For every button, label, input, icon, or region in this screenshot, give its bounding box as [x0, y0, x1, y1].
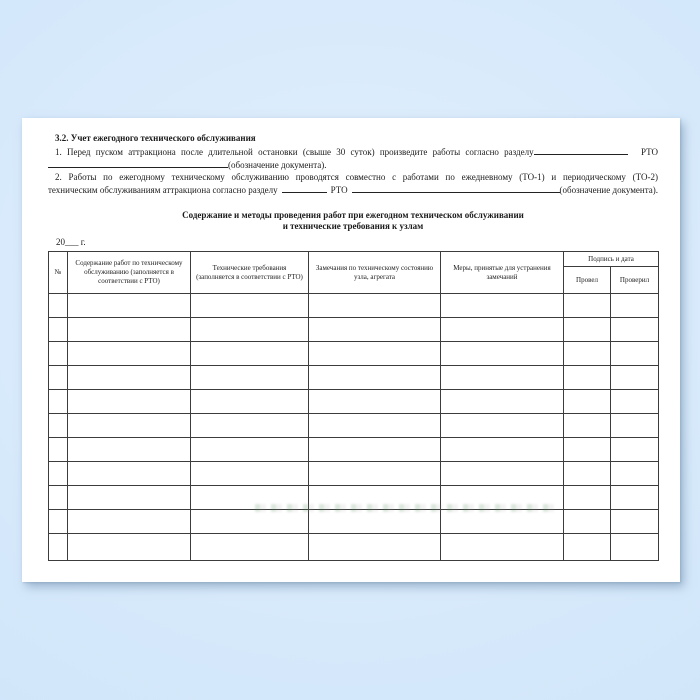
table-empty-cell — [191, 366, 309, 390]
table-empty-cell — [441, 318, 564, 342]
table-empty-cell — [49, 414, 68, 438]
fill-in-blank — [282, 183, 327, 193]
table-empty-cell — [49, 510, 68, 534]
table-empty-cell — [441, 510, 564, 534]
table-empty-cell — [611, 414, 659, 438]
document-designation-label: (обозначение документа). — [559, 185, 658, 195]
table-empty-cell — [191, 342, 309, 366]
table-empty-cell — [611, 318, 659, 342]
col-header-measures: Меры, принятые для устранения замечаний — [441, 252, 564, 294]
year-label: 20___ г. — [56, 236, 86, 247]
paragraph-2-text-cont: техническим обслуживаниям аттракциона согласно разделу — [48, 185, 278, 195]
table-empty-cell — [564, 510, 611, 534]
table-body — [49, 294, 659, 561]
table-empty-cell — [611, 438, 659, 462]
table-empty-row — [49, 534, 659, 561]
table-empty-cell — [564, 294, 611, 318]
table-empty-cell — [49, 294, 68, 318]
table-empty-row — [49, 510, 659, 534]
table-empty-cell — [68, 390, 191, 414]
rto-label: РТО — [330, 185, 348, 195]
fill-in-blank — [534, 145, 628, 155]
table-empty-cell — [441, 534, 564, 561]
table-empty-cell — [68, 486, 191, 510]
table-empty-cell — [309, 438, 441, 462]
col-header-checked: Проверил — [611, 267, 659, 294]
table-empty-cell — [441, 366, 564, 390]
table-empty-cell — [309, 366, 441, 390]
table-empty-cell — [441, 486, 564, 510]
table-empty-row — [49, 366, 659, 390]
table-title-line-2: и технические требования к узлам — [282, 221, 424, 231]
table-empty-row — [49, 342, 659, 366]
table-empty-cell — [441, 294, 564, 318]
table-empty-cell — [68, 366, 191, 390]
table-empty-cell — [564, 486, 611, 510]
col-header-performed: Провел — [564, 267, 611, 294]
table-empty-cell — [49, 318, 68, 342]
table-empty-cell — [68, 438, 191, 462]
paragraph-2-line-1 — [48, 172, 658, 184]
table-empty-cell — [191, 318, 309, 342]
table-empty-cell — [49, 462, 68, 486]
section-heading: 3.2. Учет ежегодного технического обслуживания — [55, 133, 256, 143]
table-empty-cell — [309, 486, 441, 510]
table-empty-cell — [191, 390, 309, 414]
table-empty-row — [49, 318, 659, 342]
table-empty-cell — [564, 342, 611, 366]
table-header — [49, 252, 659, 294]
table-empty-cell — [611, 462, 659, 486]
table-empty-cell — [441, 390, 564, 414]
table-empty-cell — [309, 390, 441, 414]
document-designation-label: (обозначение документа). — [228, 160, 327, 170]
table-empty-cell — [68, 414, 191, 438]
table-empty-cell — [611, 486, 659, 510]
table-empty-cell — [611, 534, 659, 561]
table-empty-cell — [191, 510, 309, 534]
table-empty-cell — [564, 366, 611, 390]
table-empty-cell — [309, 414, 441, 438]
col-header-remarks: Замечания по техническому состоянию узла, агрегата — [309, 252, 441, 294]
table-empty-cell — [564, 390, 611, 414]
table-empty-cell — [68, 462, 191, 486]
table-empty-cell — [309, 318, 441, 342]
table-empty-cell — [564, 462, 611, 486]
table-empty-cell — [309, 534, 441, 561]
table-empty-row — [49, 390, 659, 414]
table-empty-cell — [191, 534, 309, 561]
table-empty-cell — [309, 342, 441, 366]
table-empty-cell — [309, 294, 441, 318]
table-empty-cell — [68, 534, 191, 561]
table-empty-row — [49, 414, 659, 438]
table-empty-cell — [564, 534, 611, 561]
table-empty-cell — [191, 414, 309, 438]
paragraph-1-text: 1. Перед пуском аттракциона после длительной остановки (свыше 30 суток) произведите работы согласно разделу — [55, 146, 534, 157]
table-empty-cell — [49, 390, 68, 414]
table-empty-cell — [68, 510, 191, 534]
table-empty-row — [49, 462, 659, 486]
col-header-tech-requirements: Технические требования (заполняется в соответствии с РТО) — [191, 252, 309, 294]
table-empty-cell — [49, 438, 68, 462]
col-header-number: № — [49, 252, 68, 294]
table-empty-cell — [611, 366, 659, 390]
table-empty-cell — [191, 486, 309, 510]
table-empty-cell — [68, 294, 191, 318]
table-empty-cell — [191, 438, 309, 462]
table-empty-cell — [49, 534, 68, 561]
table-empty-cell — [309, 462, 441, 486]
table-empty-cell — [309, 510, 441, 534]
table-empty-cell — [49, 366, 68, 390]
fill-in-blank — [352, 183, 560, 193]
table-empty-cell — [191, 462, 309, 486]
table-empty-cell — [191, 294, 309, 318]
table-empty-cell — [49, 342, 68, 366]
table-empty-cell — [564, 438, 611, 462]
rto-label: РТО — [641, 146, 658, 157]
table-empty-cell — [441, 342, 564, 366]
table-empty-cell — [564, 414, 611, 438]
table-empty-cell — [611, 390, 659, 414]
paragraph-1-line-2 — [48, 158, 658, 172]
col-header-work-content: Содержание работ по техническому обслуживанию (заполняется в соответствии с РТО) — [68, 252, 191, 294]
table-empty-cell — [68, 318, 191, 342]
table-empty-cell — [564, 318, 611, 342]
table-empty-cell — [441, 462, 564, 486]
table-empty-row — [49, 438, 659, 462]
table-empty-cell — [49, 486, 68, 510]
paragraph-2-line-2 — [48, 183, 658, 197]
table-empty-row — [49, 486, 659, 510]
paragraph-2-text: 2. Работы по ежегодному техническому обслуживанию проводятся совместно с работами по ежедневному (ТО-1) и периодическому (ТО-2) — [55, 171, 658, 182]
table-empty-cell — [68, 342, 191, 366]
table-empty-cell — [611, 294, 659, 318]
document-page — [22, 118, 680, 582]
maintenance-table — [48, 251, 659, 561]
table-title — [48, 210, 658, 233]
paragraph-1-line-1 — [48, 145, 658, 159]
col-header-signature-date: Подпись и дата — [564, 252, 659, 267]
page-content — [22, 118, 680, 561]
table-empty-cell — [611, 342, 659, 366]
table-empty-cell — [611, 510, 659, 534]
table-title-line-1: Содержание и методы проведения работ при ежегодном техническом обслуживании — [182, 209, 524, 220]
fill-in-blank — [48, 158, 228, 168]
table-empty-cell — [441, 438, 564, 462]
table-empty-cell — [441, 414, 564, 438]
table-empty-row — [49, 294, 659, 318]
